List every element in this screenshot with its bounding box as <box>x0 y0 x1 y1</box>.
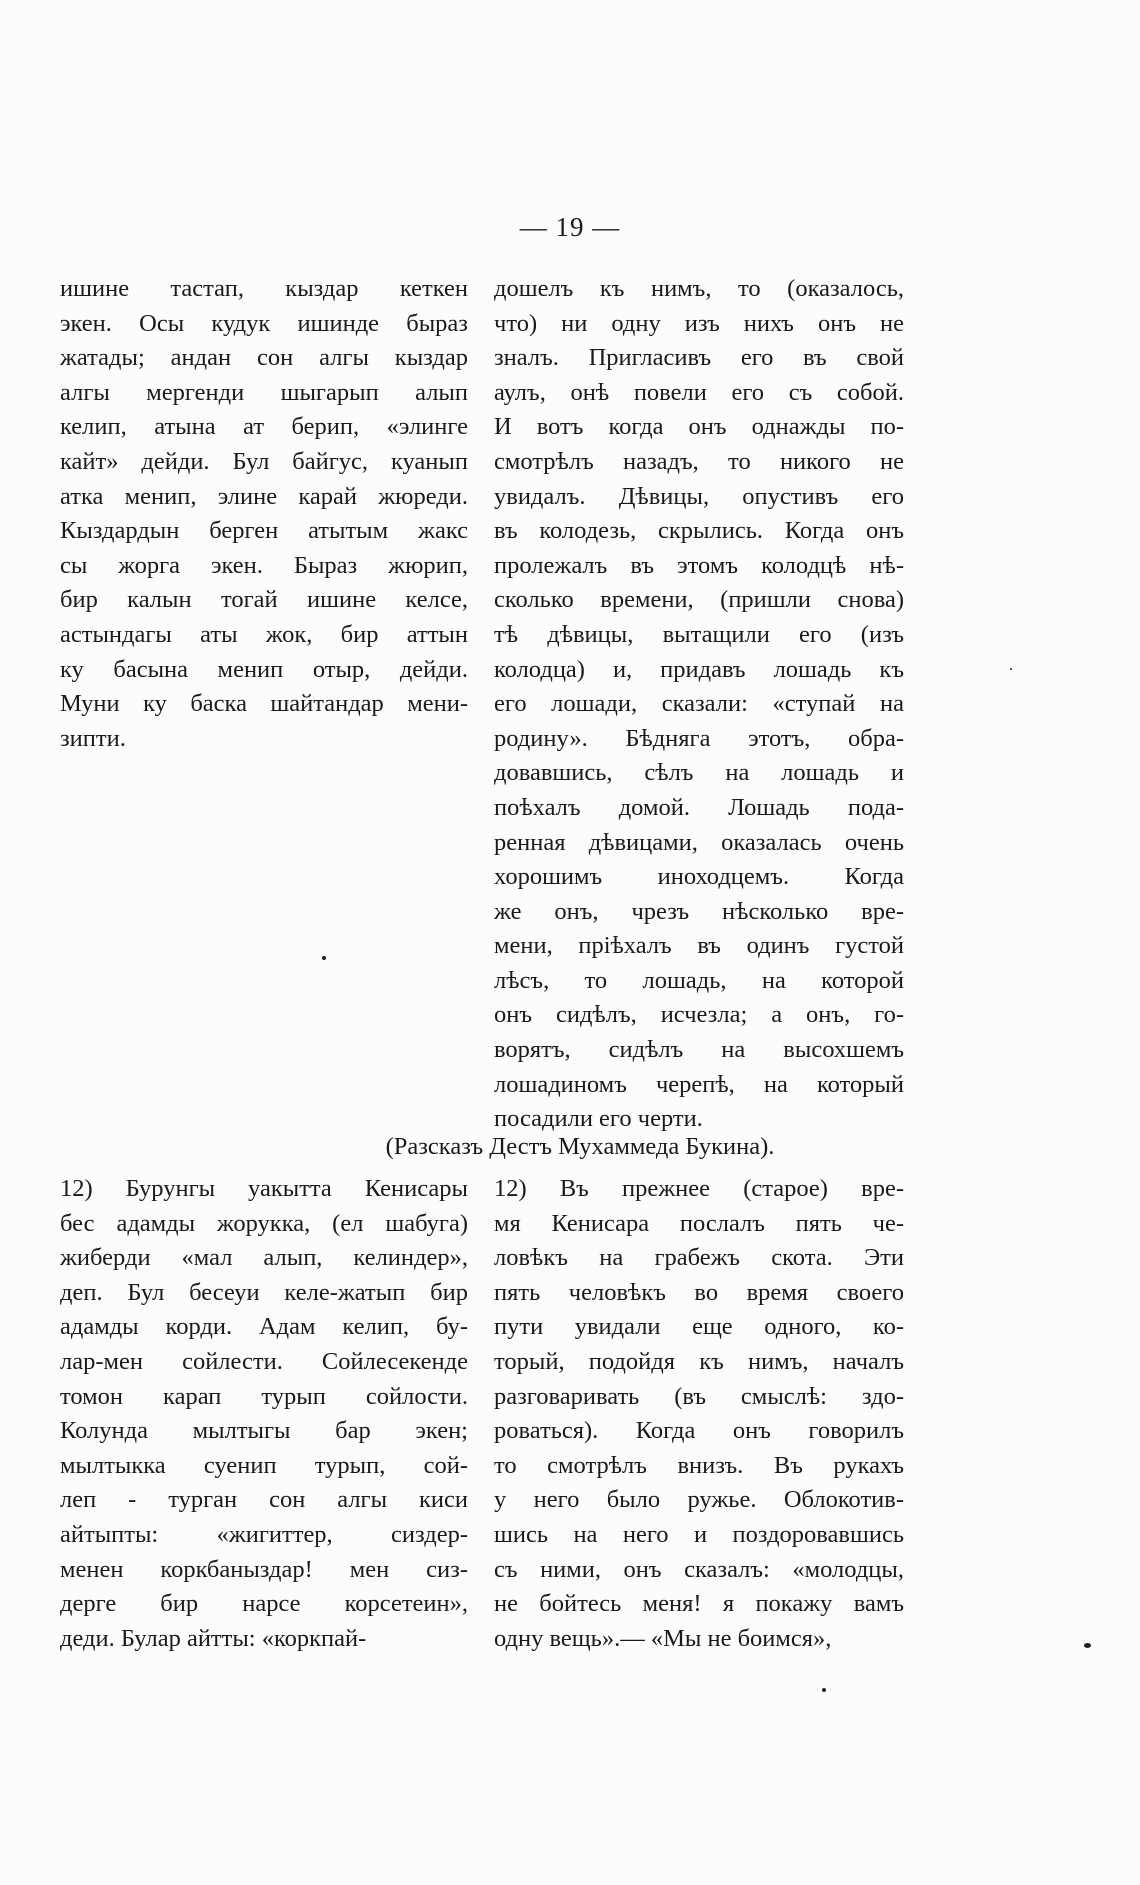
text-line: дошелъ къ нимъ, то (оказалось, <box>494 275 904 302</box>
text-line: пять человѣкъ во время своего <box>494 1278 904 1306</box>
right-column-bottom <box>494 1172 904 1656</box>
text-line: жатады; андан сон алгы кыздар <box>60 344 468 372</box>
text-line: шись на него и поздоровавшись <box>494 1520 904 1548</box>
text-line: Колунда мылтыгы бар экен; <box>60 1417 468 1445</box>
text-line: у него было ружье. Облокотив- <box>494 1486 904 1514</box>
text-line: бес адамды жорукка, (ел шабуга) <box>60 1209 468 1237</box>
text-line: хорошимъ иноходцемъ. Когда <box>494 863 904 891</box>
text-line: то смотрѣлъ внизъ. Въ рукахъ <box>494 1451 904 1479</box>
text-line: одну вещь».— «Мы не боимся», <box>494 1624 832 1652</box>
text-line: смотрѣлъ назадъ, то никого не <box>494 447 904 475</box>
text-line: роваться). Когда онъ говорилъ <box>494 1417 904 1445</box>
text-line: родину». Бѣдняга этотъ, обра- <box>494 724 904 752</box>
text-line: сколько времени, (пришли снова) <box>494 586 904 614</box>
text-line: довавшись, сѣлъ на лошадь и <box>494 759 904 787</box>
text-line: же онъ, чрезъ нѣсколько вре- <box>494 897 904 925</box>
text-line: поѣхалъ домой. Лошадь пода- <box>494 793 904 821</box>
text-line: тѣ дѣвицы, вытащили его (изъ <box>494 620 904 648</box>
left-column-bottom <box>60 1172 468 1656</box>
text-line: айтыпты: «жигиттер, сиздер- <box>60 1520 468 1548</box>
text-line: кайт» дейди. Бул байгус, куанып <box>60 447 468 475</box>
text-line: зипти. <box>60 724 126 752</box>
text-line: келип, атына ат берип, «элинге <box>60 413 468 441</box>
text-line: атка менип, элине карай жюреди. <box>60 482 468 510</box>
text-line: не бойтесь меня! я покажу вамъ <box>494 1590 904 1618</box>
scan-speck <box>1084 1643 1091 1648</box>
left-column-top <box>60 272 468 756</box>
text-line: пути увидали еще одного, ко- <box>494 1313 904 1341</box>
text-line: въ колодезь, скрылись. Когда онъ <box>494 517 904 545</box>
text-line: мени, пріѣхалъ въ одинъ густой <box>494 932 904 960</box>
text-line: 12) Въ прежнее (старое) вре- <box>494 1175 904 1202</box>
text-line: пролежалъ въ этомъ колодцѣ нѣ- <box>494 551 904 579</box>
text-line: жиберди «мал алып, келиндер», <box>60 1244 468 1272</box>
right-column-top <box>494 272 904 1137</box>
text-line: зналъ. Пригласивъ его въ свой <box>494 344 904 372</box>
text-line: ловѣкъ на грабежъ скота. Эти <box>494 1244 904 1272</box>
text-line: менен коркбаныздар! мен сиз- <box>60 1555 468 1583</box>
text-line: дерге бир нарсе корсетеин», <box>60 1590 468 1618</box>
text-line: ворятъ, сидѣлъ на высохшемъ <box>494 1036 904 1064</box>
story-caption <box>0 1133 1140 1161</box>
scan-speck <box>822 1688 826 1692</box>
text-line: томон карап турып сойлости. <box>60 1382 468 1410</box>
text-line: его лошади, сказали: «ступай на <box>494 690 904 718</box>
text-line: онъ сидѣлъ, исчезла; а онъ, го- <box>494 1001 904 1029</box>
text-line: мылтыкка суенип турып, сой- <box>60 1451 468 1479</box>
text-line: сы жорга экен. Быраз жюрип, <box>60 551 468 579</box>
text-line: ишине тастап, кыздар кеткен <box>60 275 468 302</box>
text-line: посадили его черти. <box>494 1105 703 1133</box>
text-line: бир калын тогай ишине келсе, <box>60 586 468 614</box>
text-line: торый, подойдя къ нимъ, началъ <box>494 1347 904 1375</box>
text-line: что) ни одну изъ нихъ онъ не <box>494 309 904 337</box>
text-line: мя Кенисара послалъ пять че- <box>494 1209 904 1237</box>
scan-speck <box>322 956 326 960</box>
text-line: аулъ, онѣ повели его съ собой. <box>494 378 904 406</box>
page-number: — 19 — <box>519 212 621 242</box>
text-line: алгы мергенди шыгарып алып <box>60 378 468 406</box>
text-line: 12) Бурунгы уакытта Кенисары <box>60 1175 468 1202</box>
text-line: лар-мен сойлести. Сойлесекенде <box>60 1347 468 1375</box>
text-line: Кыздардын берген атытым жакс <box>60 517 468 545</box>
text-line: деди. Булар айтты: «коркпай- <box>60 1624 367 1652</box>
text-line: И вотъ когда онъ однажды по- <box>494 413 904 441</box>
text-line: леп - турган сон алгы киси <box>60 1486 468 1514</box>
text-line: астындагы аты жок, бир аттын <box>60 620 468 648</box>
text-line: лѣсъ, то лошадь, на которой <box>494 966 904 994</box>
text-line: экен. Осы кудук ишинде быраз <box>60 309 468 337</box>
text-line: адамды корди. Адам келип, бу- <box>60 1313 468 1341</box>
text-line: разговаривать (въ смыслѣ: здо- <box>494 1382 904 1410</box>
caption-text: (Разсказъ Дестъ Мухаммеда Букина). <box>385 1133 775 1160</box>
text-line: ренная дѣвицами, оказалась очень <box>494 828 904 856</box>
text-line: увидалъ. Дѣвицы, опустивъ его <box>494 482 904 510</box>
text-line: деп. Бул бесеуи келе-жатып бир <box>60 1278 468 1306</box>
text-line: лошадиномъ черепѣ, на который <box>494 1070 904 1098</box>
text-line: ку басына менип отыр, дейди. <box>60 655 468 683</box>
text-line: Муни ку баска шайтандар мени- <box>60 690 468 718</box>
scan-speck <box>1010 668 1012 670</box>
text-line: колодца) и, придавъ лошадь къ <box>494 655 904 683</box>
text-line: съ ними, онъ сказалъ: «молодцы, <box>494 1555 904 1583</box>
